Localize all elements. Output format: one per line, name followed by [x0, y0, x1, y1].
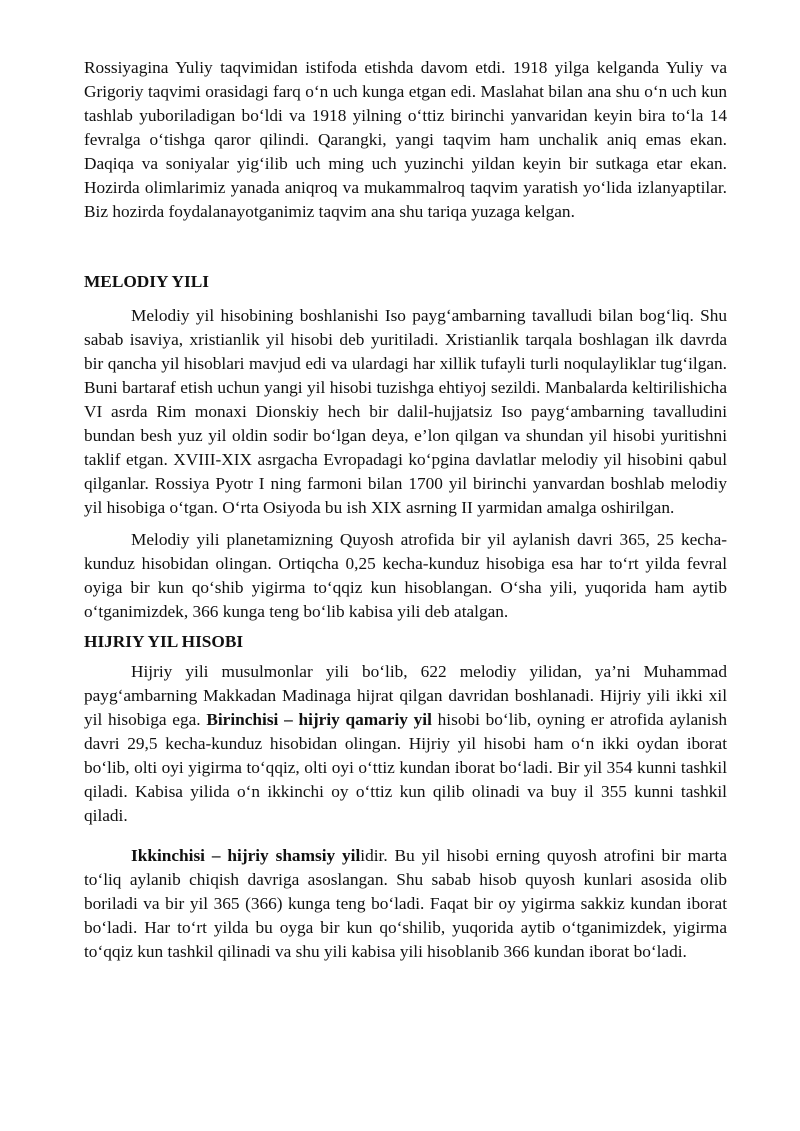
hijriy-heading: HIJRIY YIL HISOBI	[84, 632, 244, 651]
hijriy-p1-text-b: hisobi bo‘lib, oyning er atrofida aylanish davri 29,5 kecha-kunduz hisobidan olingan. Hijriy yil hisobi ham o‘n ikki oydan iborat bo‘lib, olti oyi yigirma to‘qqiz, olti oyi o‘ttiz kundan iborat bo‘ladi. Bir yil 354 kunni tashkil qiladi. Kabisa yilida o‘n ikkinchi oy o‘ttiz kun qilib olinadi va buy il 355 kunni tashkil qiladi.	[84, 710, 727, 825]
document-page	[84, 56, 727, 964]
melodiy-paragraph-2: Melodiy yili planetamizning Quyosh atrofida bir yil aylanish davri 365, 25 kecha-kunduz hisobidan olingan. Ortiqcha 0,25 kecha-kunduz hisobiga esa har to‘rt yilda fevral oyiga bir kun qo‘shib yigirma to‘qqiz kun hisoblangan. O‘sha yili, yuqorida ham aytib o‘tganimizdek, 366 kunga teng bo‘lib kabisa yili deb atalgan.	[84, 530, 727, 621]
hijriy-p1-bold-term: Birinchisi – hijriy qamariy yil	[206, 710, 432, 729]
melodiy-heading: MELODIY YILI	[84, 272, 209, 291]
intro-paragraph: Rossiyagina Yuliy taqvimidan istifoda etishda davom etdi. 1918 yilga kelganda Yuliy va Grigoriy taqvimi orasidagi farq o‘n uch kunga etgan edi. Maslahat bilan ana shu o‘n uch kun tashlab yuboriladigan bo‘ldi va 1918 yilning o‘ttiz birinchi yanvaridan keyin bira to‘la 14 fevralga o‘tishga qaror qilindi. Qarangki, yangi taqvim ham unchalik aniq emas ekan. Daqiqa va soniyalar yig‘ilib uch ming uch yuzinchi yildan keyin bir sutkaga etar ekan. Hozirda olimlarimiz yanada aniqroq va mukammalroq taqvim yaratish yo‘lida izlanyaptilar. Biz hozirda foydalanayotganimiz taqvim ana shu tariqa yuzaga kelgan.	[84, 58, 727, 221]
hijriy-p2-text: idir. Bu yil hisobi erning quyosh atrofini bir marta to‘liq aylanib chiqish davriga asoslangan. Shu sabab hisob quyosh kunlari asosida olib boriladi va bir yil 365 (366) kunga teng bo‘ladi. Faqat bir oy yigirma sakkiz kundan iborat bo‘ladi. Har to‘rt yilda bu oyga bir kun qo‘shilib, yuqorida aytib o‘tganimizdek, yigirma to‘qqiz kun tashkil qilinadi va shu yili kabisa yili hisoblanib 366 kundan iborat bo‘ladi.	[84, 846, 727, 961]
hijriy-paragraph-1	[84, 660, 727, 828]
melodiy-paragraph-1: Melodiy yil hisobining boshlanishi Iso payg‘ambarning tavalludi bilan bog‘liq. Shu sabab isaviya, xristianlik yil hisobi deb yuritiladi. Xristianlik tarqala boshlagan ilk davrda bir qancha yil hisoblari mavjud edi va ulardagi har xillik tufayli turli noqulayliklar tug‘ilgan. Buni bartaraf etish uchun yangi yil hisobi tuzishga ehtiyoj sezildi. Manbalarda keltirilishicha VI asrda Rim monaxi Dionskiy hech bir dalil-hujjatsiz Iso payg‘ambarning tavalludini bundan besh yuz yil oldin sodir bo‘lgan deya, e’lon qilgan va shundan yil hisobi yuritishni taklif etgan. XVIII-XIX asrgacha Evropadagi ko‘pgina davlatlar melodiy yil hisobini qabul qilganlar. Rossiya Pyotr I ning farmoni bilan 1700 yil birinchi yanvardan boshlab melodiy yil hisobiga o‘tgan. O‘rta Osiyoda bu ish XIX asrning II yarmidan amalga oshirilgan.	[84, 306, 727, 517]
hijriy-paragraph-2	[84, 844, 727, 964]
hijriy-p2-bold-term: Ikkinchisi – hijriy shamsiy yil	[131, 846, 361, 865]
hijriy-p1-text-a: Hijriy yili musulmonlar yili bo‘lib, 622 melodiy yilidan, ya’ni Muhammad payg‘ambarning Makkadan Madinaga hijrat qilgan davridan boshlanadi. Hijriy yili ikki xil yil hisobiga ega.	[84, 662, 727, 729]
